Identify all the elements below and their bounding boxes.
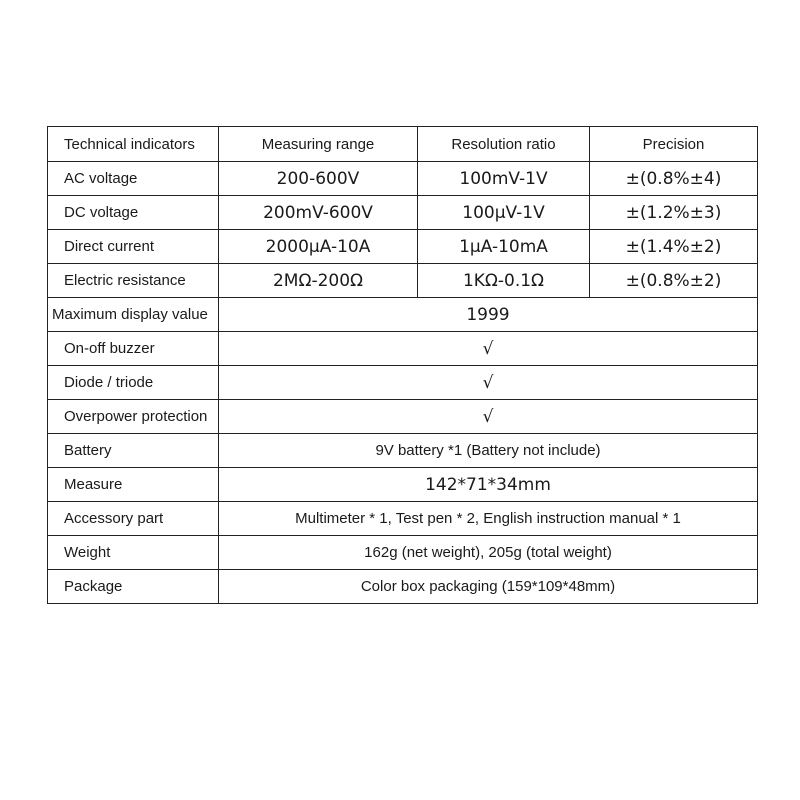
- resolution-value: 100μV-1V: [418, 196, 590, 230]
- header-row: [48, 127, 758, 162]
- resolution-value: 100mV-1V: [418, 162, 590, 196]
- header-technical-indicators: Technical indicators: [48, 127, 219, 162]
- row-label: AC voltage: [48, 162, 219, 196]
- table-row: [48, 264, 758, 298]
- measuring-range-value: 2000μA-10A: [219, 230, 418, 264]
- measuring-range-value: 200mV-600V: [219, 196, 418, 230]
- table-row: [48, 468, 758, 502]
- row-label: Measure: [48, 468, 219, 502]
- row-label: Overpower protection: [48, 400, 219, 434]
- precision-value: ±(1.2%±3): [590, 196, 758, 230]
- resolution-value: 1KΩ-0.1Ω: [418, 264, 590, 298]
- resolution-value: 1μA-10mA: [418, 230, 590, 264]
- weight-value: 162g (net weight), 205g (total weight): [219, 536, 758, 570]
- row-label: Direct current: [48, 230, 219, 264]
- table-row: [48, 230, 758, 264]
- row-label: Weight: [48, 536, 219, 570]
- table-row: [48, 434, 758, 468]
- row-label: DC voltage: [48, 196, 219, 230]
- check-mark-value: √: [219, 400, 758, 434]
- header-resolution-ratio: Resolution ratio: [418, 127, 590, 162]
- precision-value: ±(0.8%±4): [590, 162, 758, 196]
- max-display-value: 1999: [219, 298, 758, 332]
- row-label: Diode / triode: [48, 366, 219, 400]
- table-row: [48, 162, 758, 196]
- row-label: Battery: [48, 434, 219, 468]
- table-row: [48, 536, 758, 570]
- header-measuring-range: Measuring range: [219, 127, 418, 162]
- header-precision: Precision: [590, 127, 758, 162]
- check-mark-value: √: [219, 366, 758, 400]
- table-row: [48, 400, 758, 434]
- measuring-range-value: 2MΩ-200Ω: [219, 264, 418, 298]
- row-label: Accessory part: [48, 502, 219, 536]
- row-label: Package: [48, 570, 219, 604]
- precision-value: ±(1.4%±2): [590, 230, 758, 264]
- table-row: [48, 196, 758, 230]
- table-row: [48, 366, 758, 400]
- table-row: [48, 502, 758, 536]
- table-row: [48, 570, 758, 604]
- battery-value: 9V battery *1 (Battery not include): [219, 434, 758, 468]
- row-label: On-off buzzer: [48, 332, 219, 366]
- table-row: [48, 298, 758, 332]
- row-label: Electric resistance: [48, 264, 219, 298]
- row-label: Maximum display value: [48, 298, 219, 332]
- precision-value: ±(0.8%±2): [590, 264, 758, 298]
- accessory-value: Multimeter * 1, Test pen * 2, English instruction manual * 1: [219, 502, 758, 536]
- measuring-range-value: 200-600V: [219, 162, 418, 196]
- measure-value: 142*71*34mm: [219, 468, 758, 502]
- package-value: Color box packaging (159*109*48mm): [219, 570, 758, 604]
- table-row: [48, 332, 758, 366]
- spec-table: [47, 126, 758, 604]
- check-mark-value: √: [219, 332, 758, 366]
